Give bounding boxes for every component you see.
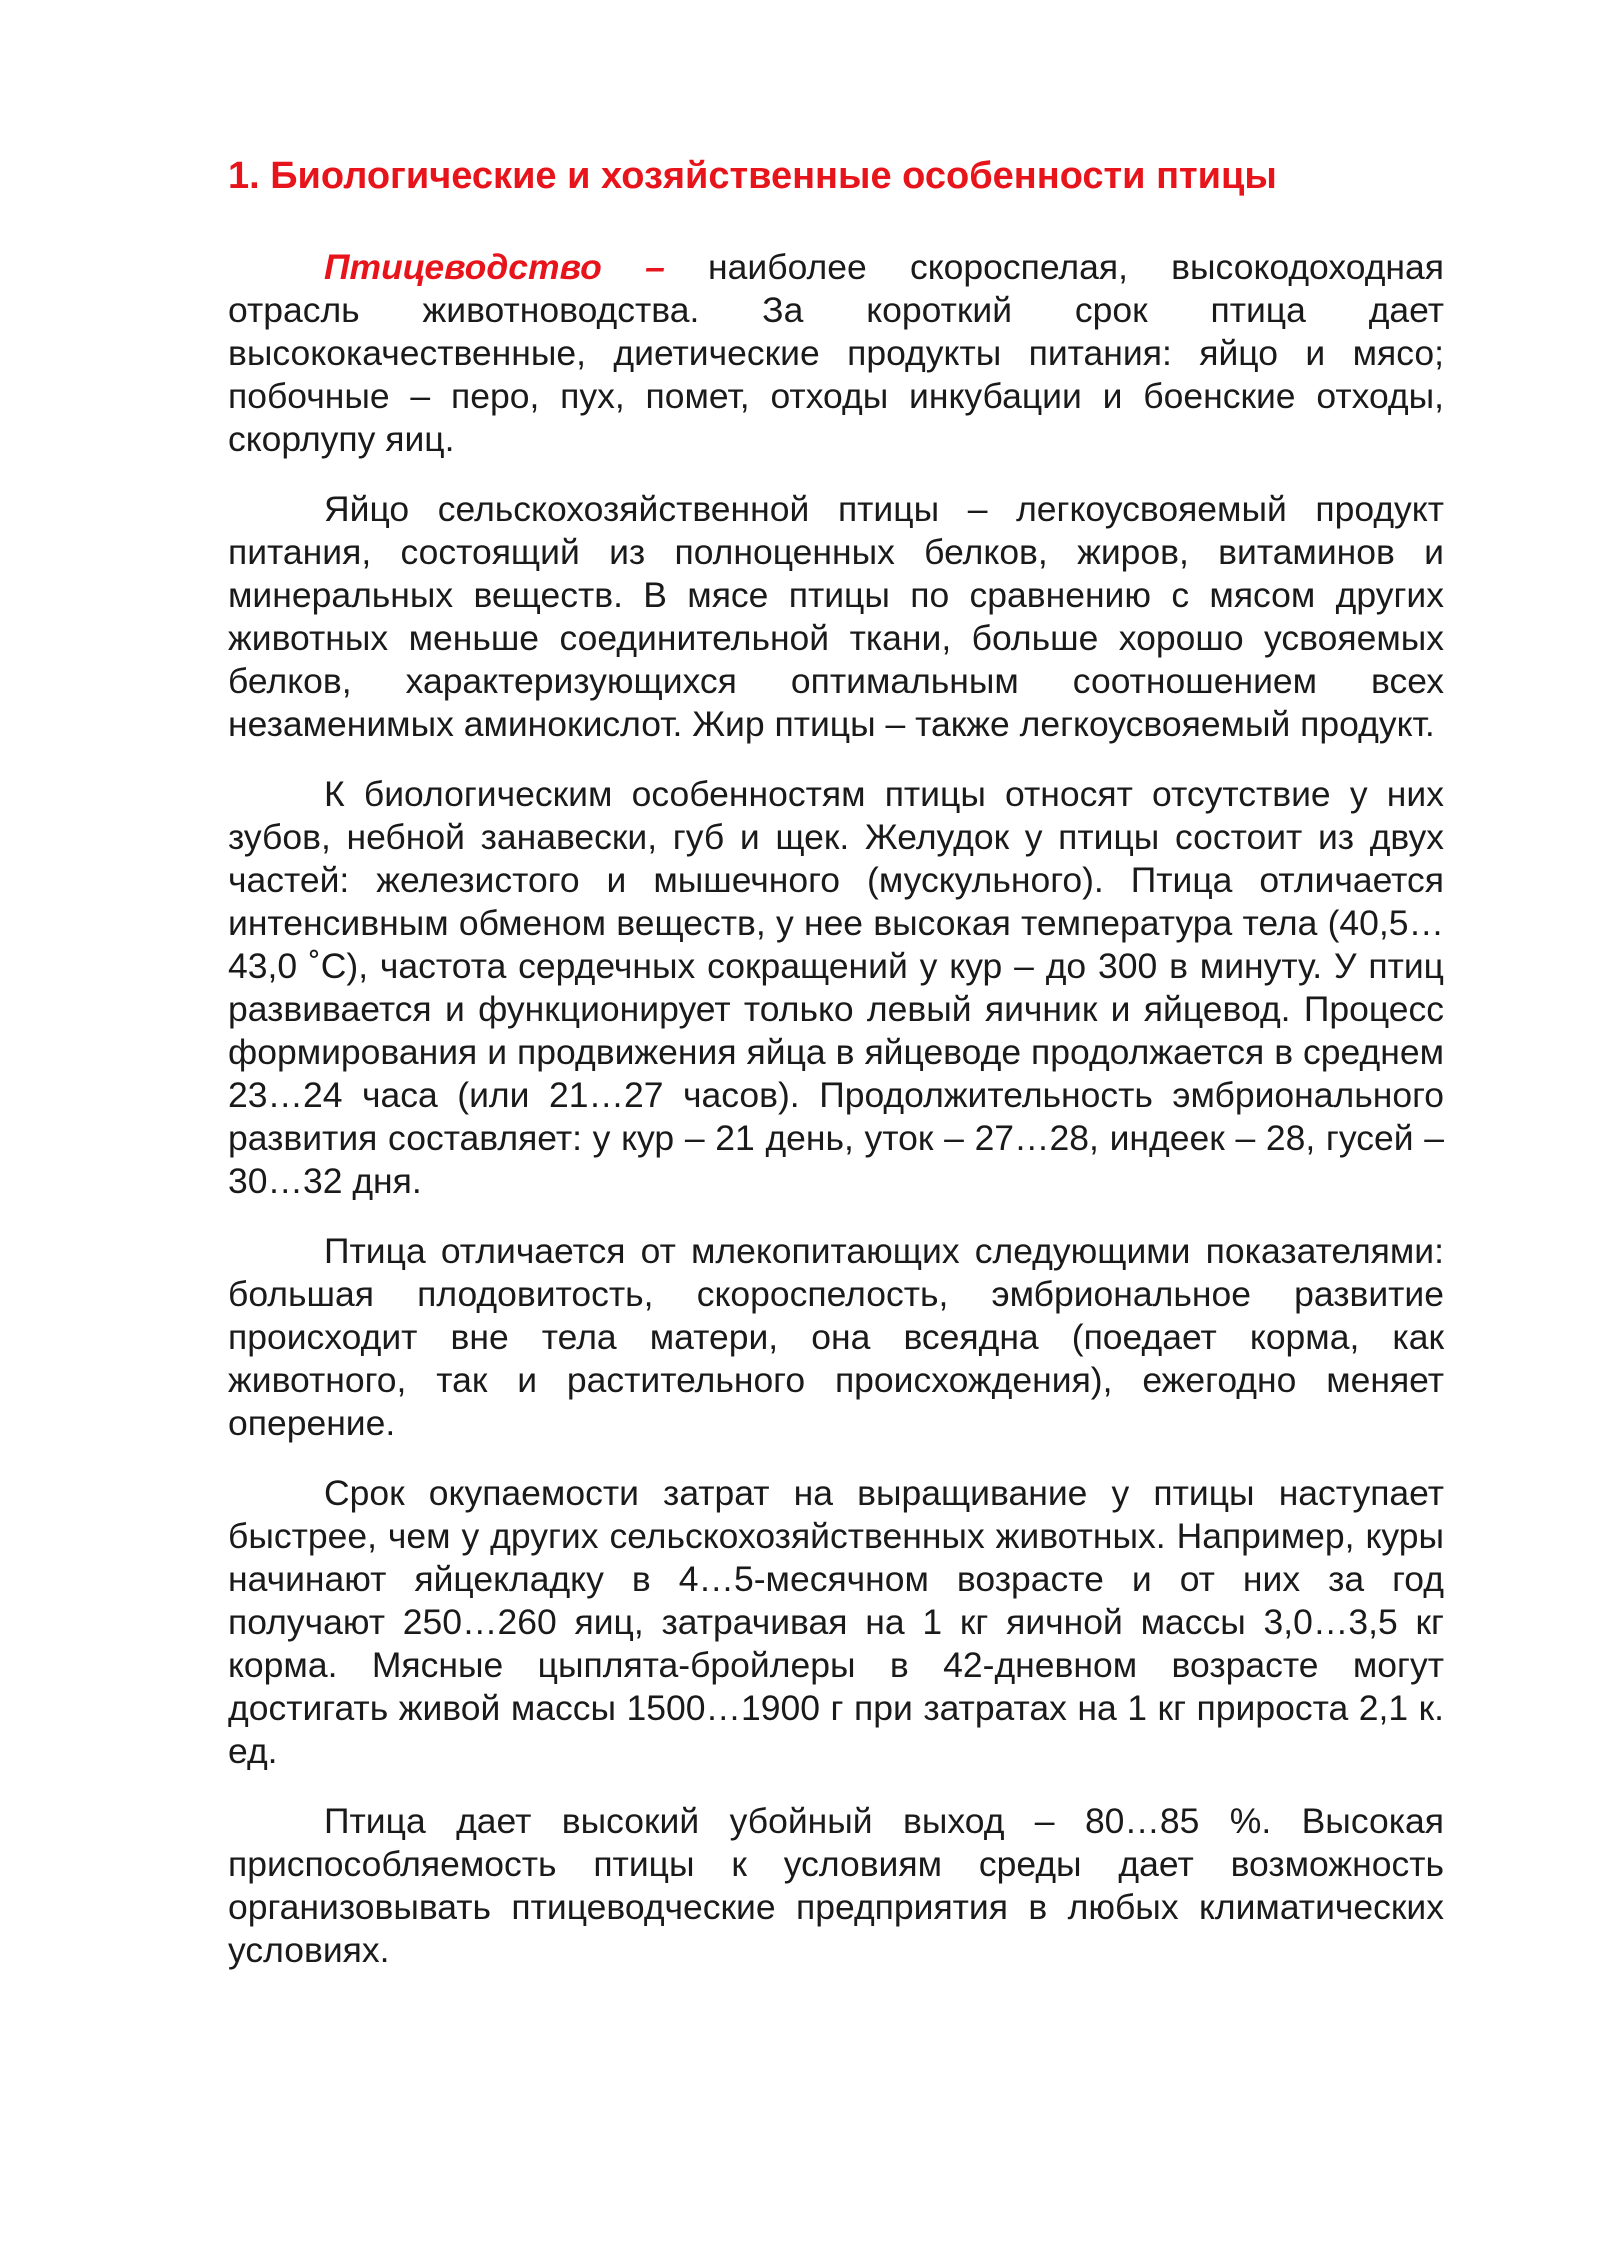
section-heading: 1. Биологические и хозяйственные особенности птицы bbox=[228, 155, 1277, 197]
paragraph-slaughter-yield: Птица дает высокий убойный выход – 80…85 %. Высокая приспособляемость птицы к условиям среды дает возможность организовывать птицеводческие предприятия в любых климатических условиях. bbox=[228, 1801, 1444, 1970]
paragraph-text: наиболее скороспелая, высокодоходная отрасль животноводства. За короткий срок птица дает высококачественные, диетические продукты питания: яйцо и мясо; побочные – перо, пух, помет, отходы инкубации и боенские отходы, скорлупу яиц. bbox=[228, 247, 1445, 459]
paragraph-egg-meat: Яйцо сельскохозяйственной птицы – легкоусвояемый продукт питания, состоящий из полноценных белков, жиров, витаминов и минеральных веществ. В мясе птицы по сравнению с мясом других животных меньше соединительной ткани, больше хорошо усвояемых белков, характеризующихся оптимальным соотношением всех незаменимых аминокислот. Жир птицы – также легкоусвояемый продукт. bbox=[228, 489, 1444, 744]
defined-term: Птицеводство – bbox=[324, 247, 665, 287]
paragraph-mammal-comparison: Птица отличается от млекопитающих следующими показателями: большая плодовитость, скороспелость, эмбриональное развитие происходит вне тела матери, она всеядна (поедает корма, как животного, так и растительного происхождения), ежегодно меняет оперение. bbox=[228, 1231, 1444, 1443]
document-page bbox=[228, 150, 1444, 1999]
paragraph-payback: Срок окупаемости затрат на выращивание у птицы наступает быстрее, чем у других сельскохозяйственных животных. Например, куры начинают яйцекладку в 4…5-месячном возрасте и от них за год получают 250…260 яиц, затрачивая на 1 кг яичной массы 3,0…3,5 кг корма. Мясные цыплята-бройлеры в 42-дневном возрасте могут достигать живой массы 1500…1900 г при затратах на 1 кг прироста 2,1 к. ед. bbox=[228, 1473, 1444, 1771]
paragraph-intro bbox=[228, 246, 1444, 461]
paragraph-biology: К биологическим особенностям птицы относят отсутствие у них зубов, небной занавески, губ и щек. Желудок у птицы состоит из двух частей: железистого и мышечного (мускульного). Птица отличается интенсивным обменом веществ, у нее высокая температура тела (40,5…43,0 ˚С), частота сердечных сокращений у кур – до 300 в минуту. У птиц развивается и функционирует только левый яичник и яйцевод. Процесс формирования и продвижения яйца в яйцеводе продолжается в среднем 23…24 часа (или 21…27 часов). Продолжительность эмбрионального развития составляет: у кур – 21 день, уток – 27…28, индеек – 28, гусей – 30…32 дня. bbox=[228, 774, 1444, 1201]
